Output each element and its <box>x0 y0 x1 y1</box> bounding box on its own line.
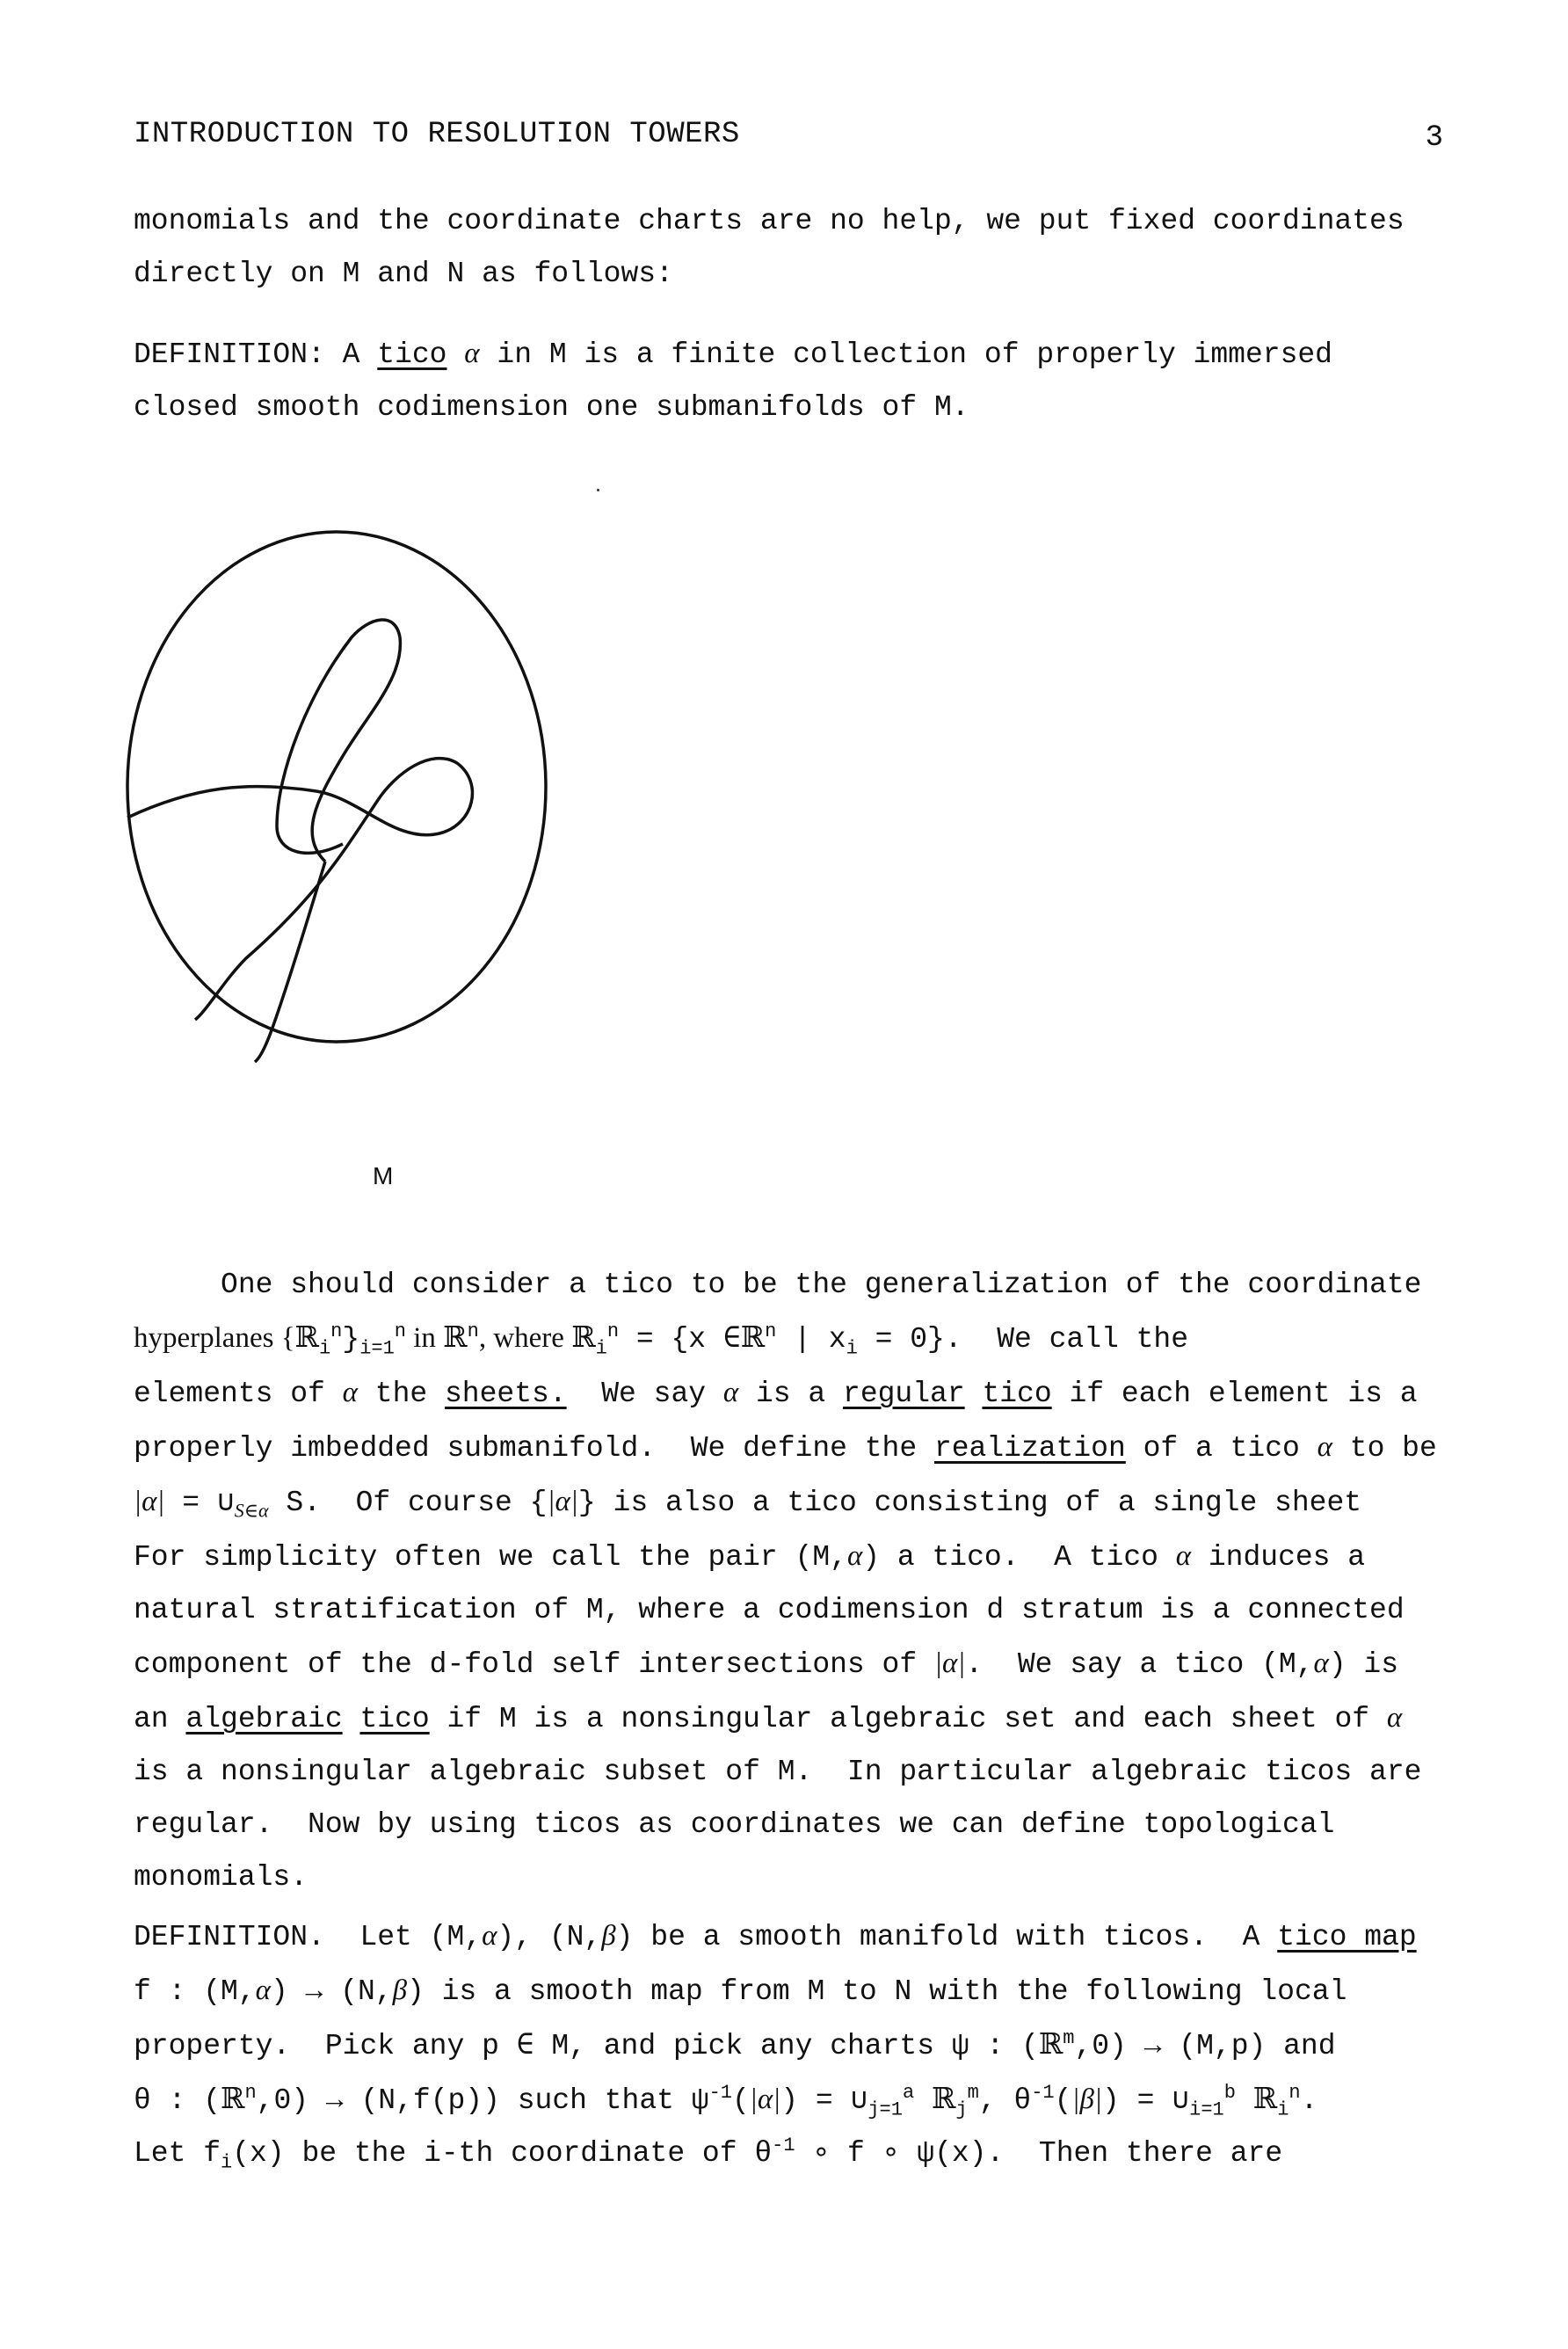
text-run: to be <box>1332 1432 1437 1465</box>
text-line: monomials and the coordinate charts are no help, we put fixed coordinates <box>134 205 1405 237</box>
alpha-symbol: α <box>1386 1702 1403 1734</box>
alpha-symbol: α <box>464 338 480 369</box>
text-run: = 0}. We call the <box>857 1323 1189 1356</box>
R-symbol: ℝ <box>740 1322 766 1354</box>
text-run: S. Of course { <box>268 1487 548 1519</box>
alpha-symbol: α <box>1175 1540 1192 1572</box>
subscript: i <box>318 1337 331 1360</box>
defined-term-algebraic: algebraic <box>185 1703 343 1735</box>
abs-alpha-symbol: |α| <box>933 1647 966 1679</box>
text-run: = ∪ <box>164 1487 235 1519</box>
definition-tico <box>134 327 1452 434</box>
superscript: n <box>467 1320 479 1342</box>
paragraph-tico-discussion: One should consider a tico to be the generalization of the coordinate hyperplanes $\{ℝ_i^n\}_{i=1}^n$ in ℝ$^n$, where ℝ$_i^n$ = {x ∈ℝ$^n$ | $x_i = 0$}. We call the elements of α the sheets. We say α is a regular tico if each element is a properly imbedded submanifold. We define the realization of a tico α to be $|\alpha| = \cup_{S\in\alpha}$ S. Of course {|α|} is also a tico consisting of a single sheet For simplicity often we call the pair (M,α) a tico. A tico α induces a natural stratification of M, where a codimension d stratum is a connected component of the d-fold self intersections of |α|. We say a tico (M,α) is an algebraic tico if M is a nonsingular algebraic set and each sheet of α is a nonsingular algebraic subset of M. In particular algebraic ticos are regular. Now by using ticos as coordinates we can define topological monomials. <box>134 1269 1437 1894</box>
text-run: ) a tico. A tico <box>862 1541 1176 1574</box>
alpha-symbol: α <box>846 1540 863 1572</box>
text-line: monomials. <box>134 1861 309 1894</box>
subscript: j <box>955 2098 968 2121</box>
abs-alpha-symbol: |α| <box>749 2084 781 2115</box>
superscript: -1 <box>1031 2082 1055 2104</box>
sheet-curve-horizontal <box>127 759 472 1020</box>
superscript: n <box>1289 2082 1301 2104</box>
text-run: ,0) → (N,f(p)) such that ψ <box>256 2084 709 2117</box>
text-line: is a nonsingular algebraic subset of M. In particular algebraic ticos are <box>134 1756 1422 1788</box>
alpha-symbol: α <box>482 1920 497 1952</box>
text-run: θ : ( <box>134 2084 221 2117</box>
text-run: of a tico <box>1125 1432 1318 1465</box>
text-run: ), (N, <box>497 1921 602 1953</box>
definition-label: DEFINITION. <box>134 1921 325 1953</box>
text-run: component of the d-fold self intersections of <box>134 1648 934 1681</box>
alpha-symbol: α <box>255 1974 271 2006</box>
R-symbol: ℝ <box>443 1322 468 1354</box>
R-symbol: ℝ <box>221 2084 245 2115</box>
text-line: One should consider a tico to be the generalization of the coordinate <box>134 1269 1422 1301</box>
text-run: f : (M, <box>134 1975 256 2008</box>
figure-label-M: M <box>373 1162 394 1189</box>
subscript: i <box>846 1337 858 1360</box>
paragraph-intro <box>134 195 1452 301</box>
abs-alpha-symbol: |α| <box>547 1486 578 1517</box>
text-run: , where <box>478 1322 572 1354</box>
text-run: the <box>357 1378 445 1410</box>
text-run: if each element is a <box>1051 1378 1418 1410</box>
definition-tico-map <box>134 1909 1452 2180</box>
text-run: (x) be the i-th coordinate of θ <box>232 2137 773 2170</box>
text-run: We say <box>566 1378 723 1410</box>
page-header <box>134 118 1443 162</box>
superscript: n <box>765 1320 777 1342</box>
text-run: ) → (N, <box>270 1975 393 2008</box>
sheet-curve-tail <box>255 862 325 1062</box>
superscript: -1 <box>708 2082 732 2104</box>
subscript: i <box>595 1337 607 1360</box>
superscript: m <box>967 2082 979 2104</box>
subscript: i=1 <box>1189 2098 1224 2121</box>
superscript: n <box>606 1320 620 1342</box>
text-line: directly on M and N as follows: <box>134 258 673 290</box>
abs-beta-symbol: |β| <box>1071 2084 1103 2115</box>
text-run: Let f <box>134 2137 221 2170</box>
superscript: -1 <box>772 2134 795 2156</box>
subscript: i <box>1277 2098 1289 2121</box>
text-run: ) is <box>1328 1648 1399 1681</box>
running-head: INTRODUCTION TO RESOLUTION TOWERS <box>134 118 740 151</box>
text-run: ) be a smooth manifold with ticos. A <box>615 1921 1278 1953</box>
tico-figure <box>114 492 571 1160</box>
definition-label: DEFINITION: <box>134 338 325 371</box>
superscript: m <box>1063 2027 1075 2049</box>
text-run: For simplicity often we call the pair (M, <box>134 1541 847 1574</box>
text-run: Let (M, <box>324 1921 483 1953</box>
text-run: A <box>324 338 378 371</box>
alpha-symbol: α <box>1317 1431 1332 1463</box>
text-run: in <box>406 1322 444 1354</box>
subscript: j=1 <box>867 2098 903 2121</box>
text-run: ) is a smooth map from M to N with the following local <box>407 1975 1347 2008</box>
text-run: ) = ∪ <box>1102 2084 1190 2117</box>
text-run: elements of <box>134 1378 343 1410</box>
text-run: ( <box>1054 2084 1072 2117</box>
text-run: ,0) → (M,p) and <box>1074 2030 1336 2062</box>
text-run: | x <box>776 1323 846 1356</box>
text-run: . We say a tico (M, <box>965 1648 1314 1681</box>
text-run: . <box>1300 2084 1318 2117</box>
text-run: ∘ f ∘ ψ(x). Then there are <box>795 2137 1283 2170</box>
text-run: = {x ∈ <box>619 1323 741 1356</box>
page-number: 3 <box>1425 121 1443 155</box>
text-run: hyperplanes <box>134 1322 281 1354</box>
text-line: regular. Now by using ticos as coordinates we can define topological <box>134 1808 1335 1841</box>
beta-symbol: β <box>601 1920 616 1952</box>
text-run: in M is a finite collection of properly immersed <box>479 338 1332 371</box>
text-run: an <box>134 1703 186 1735</box>
R-symbol: ℝ <box>571 1322 596 1354</box>
superscript: n <box>330 1320 343 1342</box>
text-run: ) = ∪ <box>780 2084 868 2117</box>
beta-symbol: β <box>392 1974 408 2006</box>
defined-term-realization: realization <box>933 1432 1126 1465</box>
superscript: b <box>1223 2082 1236 2104</box>
abs-alpha-symbol: |α| <box>134 1486 165 1517</box>
text-run: property. Pick any p ∈ M, and pick any charts ψ : ( <box>134 2030 1039 2062</box>
manifold-boundary-circle <box>127 532 546 1042</box>
R-symbol: ℝ <box>1038 2029 1063 2061</box>
alpha-symbol: α <box>722 1377 739 1408</box>
defined-term-sheets: sheets. <box>445 1378 567 1410</box>
alpha-symbol: α <box>342 1377 358 1408</box>
text-run: } is also a tico consisting of a single sheet <box>577 1487 1362 1519</box>
defined-term: tico <box>377 338 447 371</box>
R-symbol: ℝ <box>1252 2084 1278 2115</box>
subscript: i=1 <box>359 1337 395 1360</box>
text-run: if M is a nonsingular algebraic set and each sheet of <box>429 1703 1387 1735</box>
text-run: induces a <box>1191 1541 1366 1574</box>
sheet-curve-loop <box>277 620 400 862</box>
defined-term-tico: tico <box>359 1703 430 1735</box>
defined-term-regular: regular <box>843 1378 965 1410</box>
text-run: properly imbedded submanifold. We define the <box>134 1432 934 1465</box>
defined-term-tico-map: tico map <box>1277 1921 1417 1953</box>
R-symbol: ℝ <box>931 2084 956 2115</box>
superscript: a <box>902 2082 915 2104</box>
stray-dot <box>597 489 599 491</box>
defined-term-tico: tico <box>982 1378 1052 1410</box>
superscript: n <box>244 2082 257 2104</box>
superscript: n <box>394 1320 406 1342</box>
text-line: closed smooth codimension one submanifolds of M. <box>134 391 969 424</box>
R-symbol: {ℝ <box>280 1322 319 1354</box>
alpha-symbol: α <box>1313 1647 1329 1679</box>
text-run: ( <box>731 2084 750 2117</box>
text-line: natural stratification of M, where a codimension d stratum is a connected <box>134 1594 1405 1626</box>
subscript: i <box>221 2151 233 2174</box>
subscript: S∈α <box>234 1499 269 1522</box>
text-run: is a <box>738 1378 844 1410</box>
text-run: , θ <box>978 2084 1032 2117</box>
